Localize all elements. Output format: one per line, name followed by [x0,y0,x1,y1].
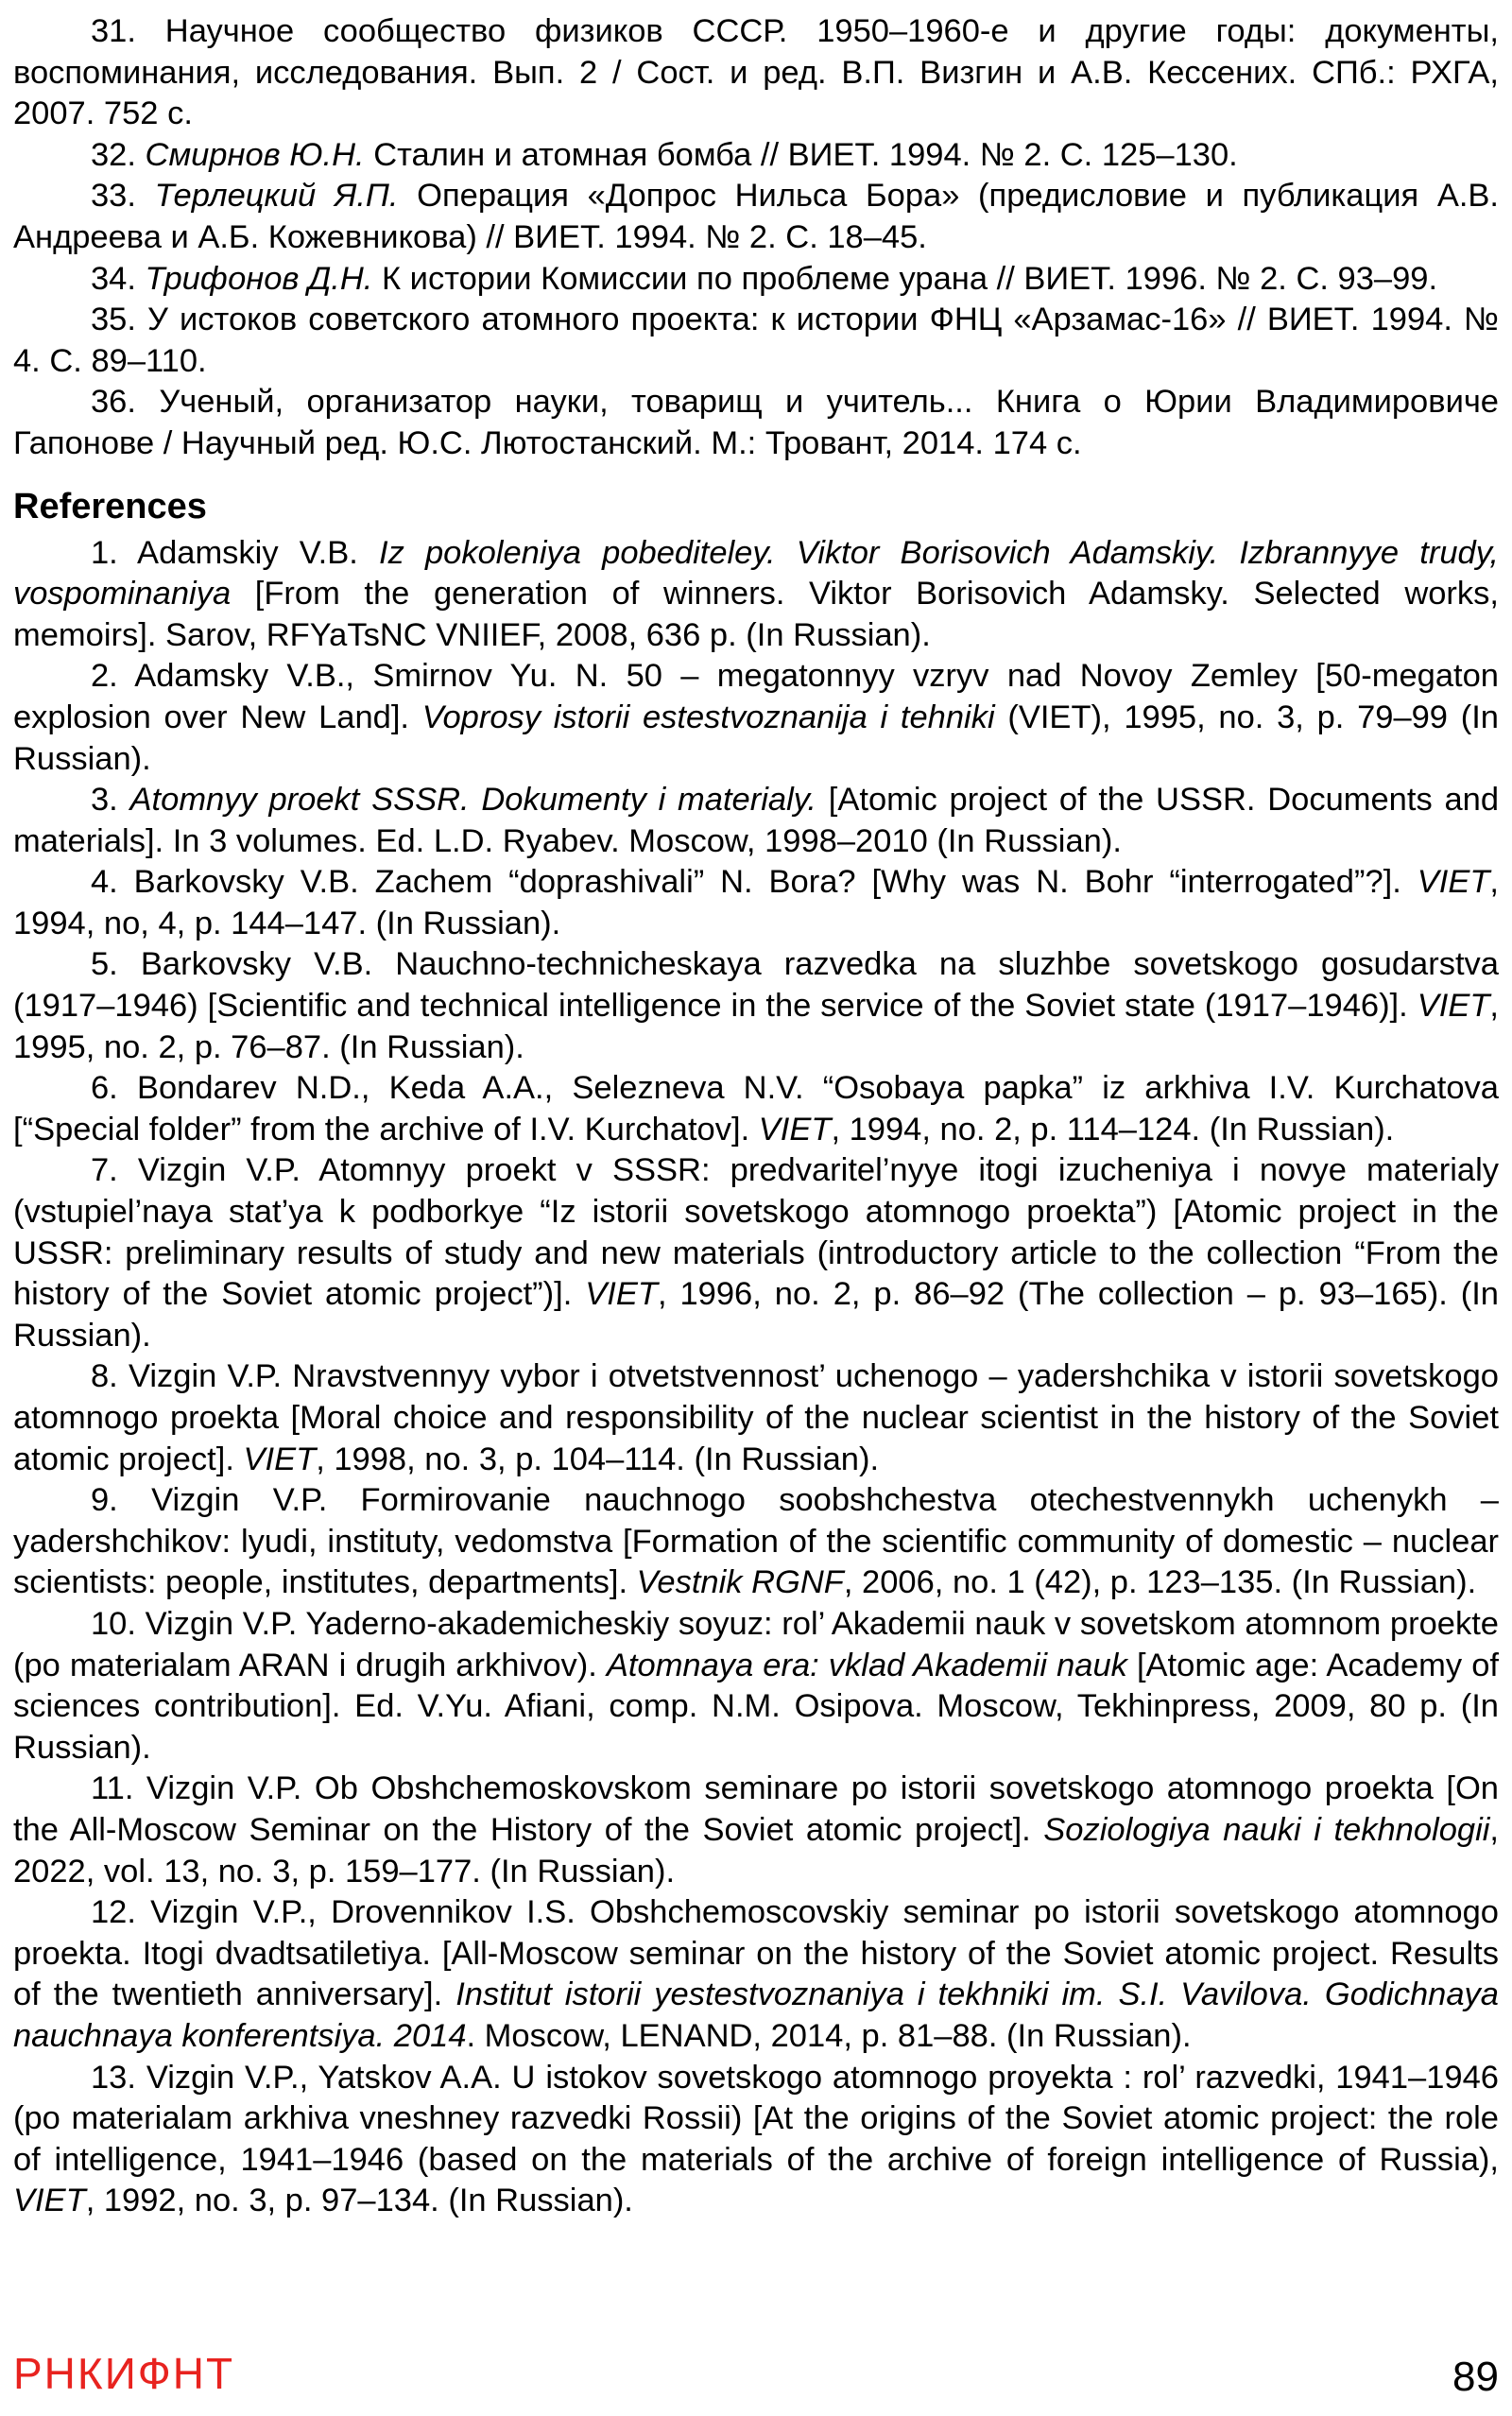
reference-entry [13,1356,1499,1480]
page-number: 89 [1452,2354,1499,2400]
reference-text: Adamsky V.B., Smirnov Yu. N. 50 – megatonnyy vzryv nad Novoy Zemley [50-megaton explosion over New Land]. [13,658,1499,735]
reference-text: , 1994, no. 2, p. 114–124. (In Russian). [831,1111,1395,1148]
reference-entry [13,1892,1499,2057]
reference-number: 8. [91,1358,118,1395]
reference-entry [13,176,1499,258]
reference-text: Vizgin V.P., Drovennikov I.S. Obshchemoscovskiy seminar po istorii sovetskogo atomnogo proekta. Itogi dvadtsatiletiya. [All-Moscow seminar on the history of the Soviet atomic project. Results of the twentieth anniversary]. [13,1894,1499,2013]
reference-number: 6. [91,1070,118,1107]
reference-number: 9. [91,1482,118,1519]
reference-entry [13,1480,1499,1604]
reference-entry [13,300,1499,382]
reference-entry [13,1150,1499,1356]
reference-number: 2. [91,658,118,695]
reference-number: 32. [91,136,136,173]
reference-title-italic: Institut istorii yestestvoznaniya i tekhniki im. S.I. Vavilova. Godichnaya nauchnaya konferentsiya. 2014 [13,1976,1499,2054]
reference-entry [13,862,1499,944]
reference-title-italic: Vestnik RGNF [636,1564,844,1601]
reference-number: 12. [91,1894,136,1931]
reference-text: Vizgin V.P. Formirovanie nauchnogo soobshchestva otechestvennykh uchenykh – yadershchikov: lyudi, instituty, vedomstva [Formation of the scientific community of domestic – nuclear scientists: people, institutes, departments]. [13,1482,1499,1601]
reference-title-italic: VIET [13,2183,86,2219]
reference-number: 4. [91,864,118,901]
reference-title-italic: VIET [1417,864,1490,901]
reference-entry [13,656,1499,780]
reference-number: 3. [91,782,118,819]
reference-number: 31. [91,13,136,49]
reference-number: 1. [91,534,118,571]
references-heading: References [13,486,207,526]
reference-text: Сталин и атомная бомба // ВИЕТ. 1994. № 2. С. 125–130. [364,136,1238,173]
reference-text: , 1998, no. 3, p. 104–114. (In Russian). [316,1441,880,1477]
reference-text: Adamskiy V.B. [117,534,379,571]
reference-title-italic: Soziologiya nauki i tekhnologii [1043,1811,1490,1848]
reference-entry [13,135,1499,177]
reference-text: Bondarev N.D., Keda A.A., Selezneva N.V. “Osobaya papka” iz arkhiva I.V. Kurchatova [“Special folder” from the archive of I.V. Kurchatov]. [13,1070,1499,1148]
reference-text: Vizgin V.P. Nravstvennyy vybor i otvetstvennost’ uchenogo – yadershchika v istorii sovetskogo atomnogo proekta [Moral choice and responsibility of the nuclear scientist in the history of the Soviet atomic project]. [13,1358,1499,1477]
reference-title-italic: Смирнов Ю.Н. [135,136,365,173]
reference-number: 33. [91,178,136,215]
reference-title-italic: Трифонов Д.Н. [135,260,373,297]
reference-text: [Atomic project of the USSR. Documents and materials]. In 3 volumes. Ed. L.D. Ryabev. Moscow, 1998–2010 (In Russian). [13,782,1500,859]
reference-text: , 1996, no. 2, p. 86–92 (The collection – p. 93–165). (In Russian). [13,1276,1499,1354]
reference-text: Ученый, организатор науки, товарищ и учитель... Книга о Юрии Владимировиче Гапонове / Научный ред. Ю.С. Лютостанский. М.: Тровант, 2014. 174 с. [13,384,1499,461]
reference-number: 7. [91,1152,118,1189]
reference-text [118,782,130,818]
journal-brand: РНКИФНТ [13,2349,235,2398]
reference-number: 36. [91,384,136,421]
reference-title-italic: VIET [585,1276,658,1313]
reference-entry [13,11,1499,135]
reference-entry [13,780,1499,862]
reference-text: [Atomic age: Academy of sciences contribution]. Ed. V.Yu. Afiani, comp. N.M. Osipova. Moscow, Tekhinpress, 2009, 80 p. (In Russian). [13,1647,1499,1766]
reference-number: 35. [91,302,136,338]
reference-title-italic: VIET [758,1111,832,1148]
reference-title-italic: Atomnyy proekt SSSR. Dokumenty i materialy. [129,782,817,819]
reference-text: (VIET), 1995, no. 3, p. 79–99 (In Russian). [13,699,1499,777]
reference-entry [13,1068,1499,1150]
reference-title-italic: Voprosy istorii estestvoznanija i tehniki [421,699,995,735]
reference-text: [From the generation of winners. Viktor Borisovich Adamsky. Selected works, memoirs]. Sarov, RFYaTsNC VNIIEF, 2008, 636 p. (In Russian). [13,576,1499,653]
russian-reference-list [13,11,1499,465]
reference-entry [13,2058,1499,2222]
reference-number: 10. [91,1605,136,1642]
reference-text: К истории Комиссии по проблеме урана // ВИЕТ. 1996. № 2. С. 93–99. [372,260,1438,297]
reference-title-italic: Iz pokoleniya pobediteley. Viktor Borisovich Adamskiy. Izbrannyye trudy, vospominaniya [13,534,1499,613]
reference-text: Barkovsky V.B. Zachem “doprashivali” N. Bora? [Why was N. Bohr “interrogated”?]. [117,864,1418,901]
reference-text: У истоков советского атомного проекта: к истории ФНЦ «Арзамас-16» // ВИЕТ. 1994. № 4. С. 89–110. [13,302,1499,379]
reference-text: Vizgin V.P. Yaderno-akademicheskiy soyuz: rol’ Akademii nauk v sovetskom atomnom proekte (po materialam ARAN i drugih arkhivov). [13,1605,1499,1683]
reference-text: Операция «Допрос Нильса Бора» (предисловие и публикация А.В. Андреева и А.Б. Кожевникова) // ВИЕТ. 1994. № 2. С. 18–45. [13,178,1500,255]
reference-text: Научное сообщество физиков СССР. 1950–1960-е и другие годы: документы, воспоминания, исследования. Вып. 2 / Сост. и ред. В.П. Визгин и А.В. Кессених. СПб.: РХГА, 2007. 752 с. [13,13,1499,132]
reference-text: , 2006, no. 1 (42), p. 123–135. (In Russian). [843,1564,1477,1601]
reference-number: 11. [91,1770,134,1807]
reference-text: Barkovsky V.B. Nauchno-technicheskaya razvedka na sluzhbe sovetskogo gosudarstva (1917–1946) [Scientific and technical intelligence in the service of the Soviet state (1917–1946)]. [13,946,1499,1025]
reference-text: . Moscow, LENAND, 2014, p. 81–88. (In Russian). [466,2017,1192,2054]
reference-title-italic: Терлецкий Я.П. [135,178,399,215]
english-reference-list [13,533,1499,2222]
reference-entry [13,1604,1499,1769]
reference-text: , 1994, no, 4, p. 144–147. (In Russian). [13,864,1499,941]
bibliography [13,11,1499,2222]
reference-number: 34. [91,260,136,297]
reference-entry [13,382,1499,464]
reference-text: , 2022, vol. 13, no. 3, p. 159–177. (In Russian). [13,1811,1499,1890]
reference-text: , 1992, no. 3, p. 97–134. (In Russian). [85,2183,633,2219]
reference-number: 13. [91,2059,136,2096]
reference-title-italic: VIET [243,1441,317,1477]
reference-number: 5. [91,946,118,983]
reference-text: Vizgin V.P., Yatskov A.A. U istokov sovetskogo atomnogo proyekta : rol’ razvedki, 1941–1946 (po materialam arkhiva vneshney razvedki Rossii) [At the origins of the Soviet atomic project: the role of intelligence, 1941–1946 (based on the materials of the archive of foreign intelligence of Russia), [13,2059,1499,2178]
reference-entry [13,944,1499,1068]
reference-title-italic: VIET [1417,988,1490,1025]
reference-entry [13,533,1499,657]
reference-text: , 1995, no. 2, p. 76–87. (In Russian). [13,988,1499,1065]
reference-title-italic: Atomnaya era: vklad Akademii nauk [606,1647,1127,1683]
reference-entry [13,259,1499,301]
reference-text: Vizgin V.P. Ob Obshchemoskovskom seminare po istorii sovetskogo atomnogo proekta [On the All-Moscow Seminar on the History of the Soviet atomic project]. [13,1770,1499,1848]
reference-text: Vizgin V.P. Atomnyy proekt v SSSR: predvaritel’nyye itogi izucheniya i novye materialy (vstupiel’naya stat’ya k podborkye “Iz istorii sovetskogo atomnogo proekta”) [Atomic project in the USSR: preliminary results of study and new materials (introductory article to the collection “From the history of the Soviet atomic project”)]. [13,1152,1499,1313]
reference-entry [13,1769,1499,1892]
